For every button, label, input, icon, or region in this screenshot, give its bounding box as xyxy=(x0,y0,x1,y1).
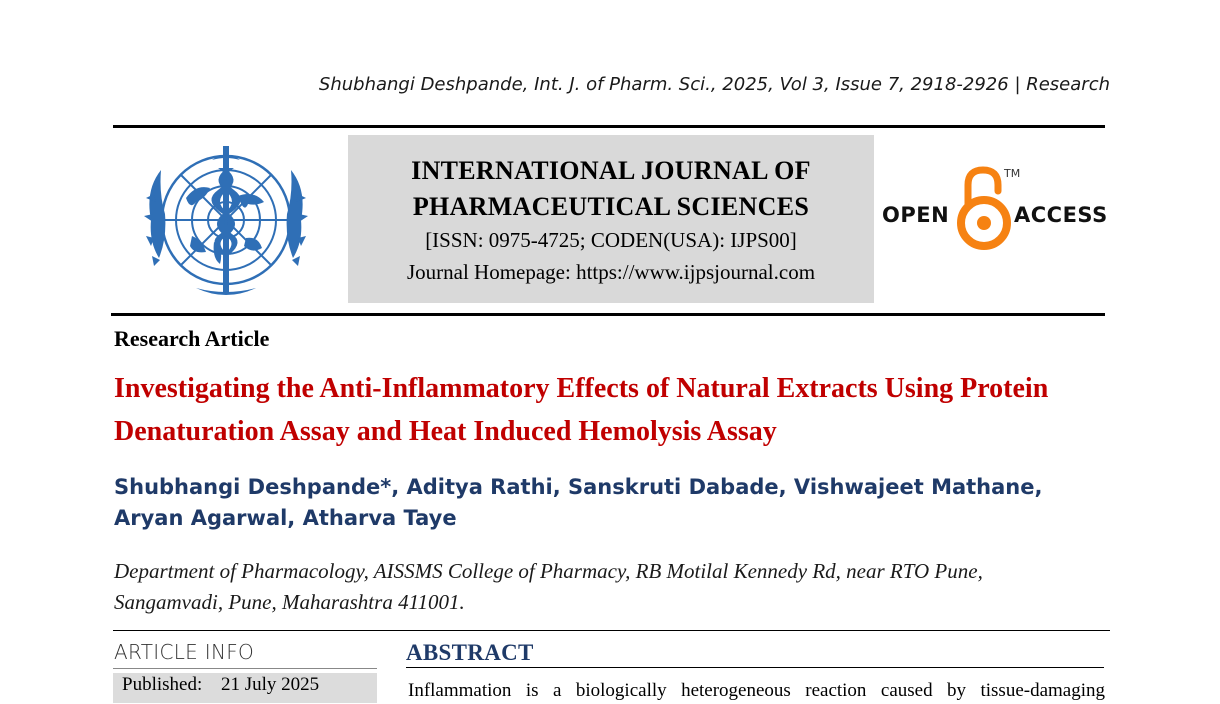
journal-homepage: Journal Homepage: https://www.ijpsjournal.com xyxy=(406,260,816,284)
published-label: Published: xyxy=(122,674,203,695)
abstract-heading: ABSTRACT xyxy=(406,640,534,665)
journal-name-line1: INTERNATIONAL JOURNAL OF xyxy=(411,156,811,185)
published-row xyxy=(113,673,377,703)
open-access-text-right: ACCESS xyxy=(1014,203,1108,227)
header-bottom-rule xyxy=(111,313,1105,316)
published-date: 21 July 2025 xyxy=(221,674,320,695)
abstract-rule xyxy=(406,667,1104,668)
journal-name-line2: PHARMACEUTICAL SCIENCES xyxy=(412,192,810,221)
journal-issn: [ISSN: 0975-4725; CODEN(USA): IJPS00] xyxy=(425,228,797,252)
trademark-mark: TM xyxy=(1004,167,1021,180)
un-emblem-logo xyxy=(126,138,326,308)
article-type: Research Article xyxy=(114,326,270,351)
article-info-heading: ARTICLE INFO xyxy=(114,640,255,664)
article-title: Investigating the Anti-Inflammatory Effects of Natural Extracts Using Protein Denaturation Assay and Heat Induced Hemolysis Assay xyxy=(114,373,1049,447)
header-top-rule xyxy=(113,125,1105,128)
abstract-text: Inflammation is a biologically heterogeneous reaction caused by tissue-damaging xyxy=(408,680,1105,701)
open-access-text-left: OPEN xyxy=(882,203,950,227)
author-list: Shubhangi Deshpande*, Aditya Rathi, Sanskruti Dabade, Vishwajeet Mathane, Aryan Agarwal, Atharva Taye xyxy=(114,475,1043,530)
running-header-citation: Shubhangi Deshpande, Int. J. of Pharm. Sci., 2025, Vol 3, Issue 7, 2918-2926 | Research xyxy=(318,74,1110,95)
open-access-logo xyxy=(880,163,1110,255)
author-affiliation: Department of Pharmacology, AISSMS College of Pharmacy, RB Motilal Kennedy Rd, near RTO Pune, Sangamvadi, Pune, Maharashtra 411001. xyxy=(114,559,983,614)
section-divider xyxy=(113,630,1110,631)
journal-masthead xyxy=(348,135,874,303)
article-info-rule xyxy=(113,668,377,669)
